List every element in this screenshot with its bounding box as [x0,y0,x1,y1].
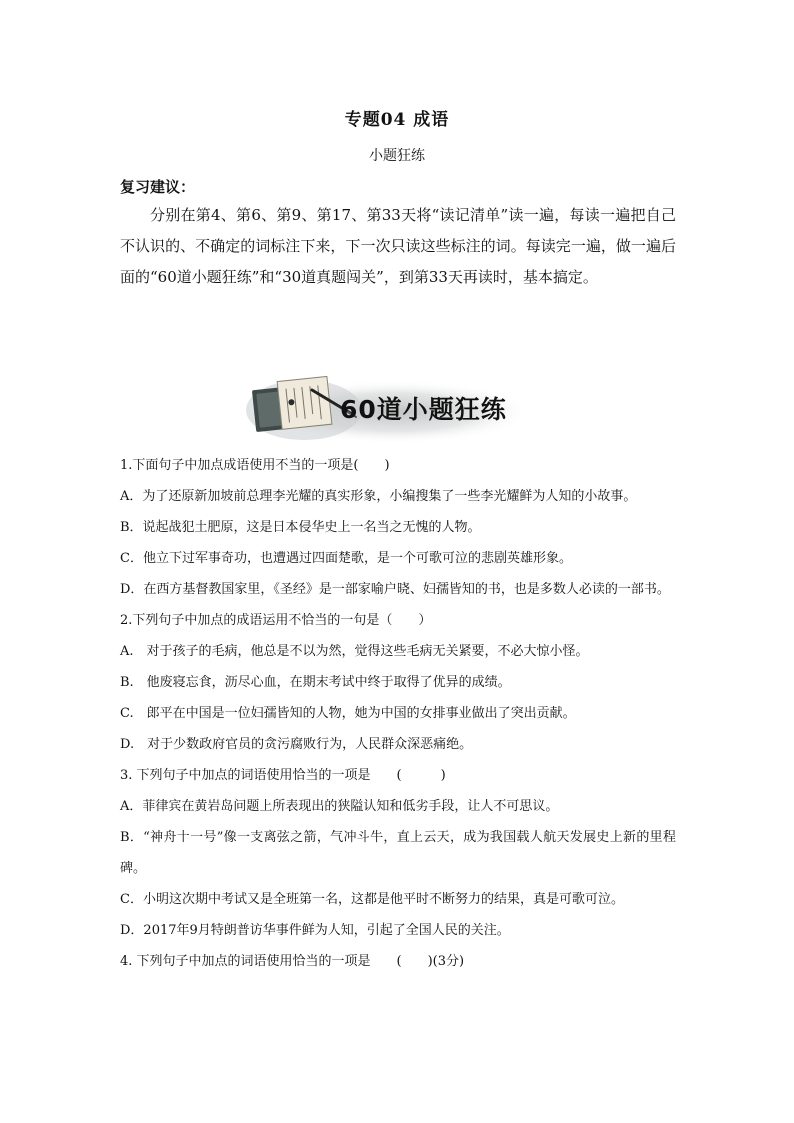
question-stem: 2.下列句子中加点的成语运用不恰当的一句是（ ） [120,613,432,628]
question-option: B．“神舟十一号”像一支离弦之箭，气冲斗牛，直上云天，成为我国载人航天发展史上新的里程碑。 [120,830,676,876]
question-option: B．说起战犯土肥原，这是日本侵华史上一名当之无愧的人物。 [120,520,481,535]
review-heading: 复习建议： [120,178,196,196]
question-option: B. 他废寝忘食，沥尽心血，在期末考试中终于取得了优异的成绩。 [120,675,511,690]
question-option: A．菲律宾在黄岩岛问题上所表现出的狭隘认知和低劣手段，让人不可思议。 [120,799,559,814]
question-stem: 3. 下列句子中加点的词语使用恰当的一项是 ( ) [120,768,446,783]
question-option: C．小明这次期中考试又是全班第一名，这都是他平时不断努力的结果，真是可歌可泣。 [120,892,624,907]
question-option: A. 对于孩子的毛病，他总是不以为然，觉得这些毛病无关紧要，不必大惊小怪。 [120,644,589,659]
banner-title: 60道小题狂练 [340,395,507,424]
review-body: 分别在第4、第6、第9、第17、第33天将“读记清单”读一遍，每读一遍把自己不认识的、不确定的词标注下来，下一次只读这些标注的词。每读完一遍，做一遍后面的“60道小题狂练”和“30道真题闯关”，到第33天再读时，基本搞定。 [120,206,676,286]
question-stem: 4. 下列句子中加点的词语使用恰当的一项是 ( )(3分) [120,954,465,969]
question-stem: 1.下面句子中加点成语使用不当的一项是( ) [120,458,390,473]
question-option: C. 郎平在中国是一位妇孺皆知的人物，她为中国的女排事业做出了突出贡献。 [120,706,576,721]
question-option: A．为了还原新加坡前总理李光耀的真实形象，小编搜集了一些李光耀鲜为人知的小故事。 [120,489,637,504]
question-option: D．2017年9月特朗普访华事件鲜为人知，引起了全国人民的关注。 [120,923,510,938]
question-list [120,450,676,977]
question-option: D．在西方基督教国家里，《圣经》是一部家喻户晓、妇孺皆知的书，也是多数人必读的一部书。 [120,582,670,597]
section-banner [244,372,520,444]
question-option: C．他立下过军事奇功，也遭遇过四面楚歌，是一个可歌可泣的悲剧英雄形象。 [120,551,572,566]
question-option: D. 对于少数政府官员的贪污腐败行为，人民群众深恶痛绝。 [120,737,473,752]
page-subtitle: 小题狂练 [369,148,425,164]
page-title: 专题04 成语 [344,110,450,130]
